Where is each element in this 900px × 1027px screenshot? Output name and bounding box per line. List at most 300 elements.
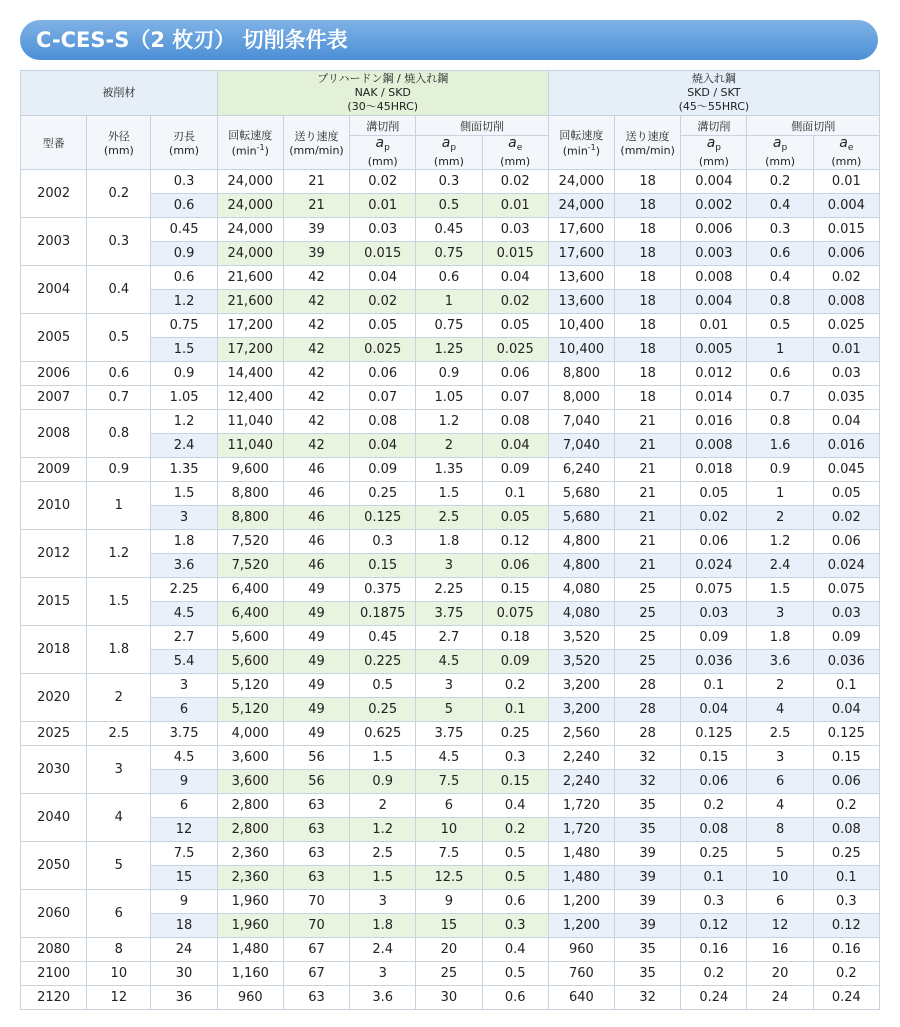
value-cell: 49 [283, 698, 349, 722]
value-cell: 49 [283, 722, 349, 746]
value-cell: 0.03 [482, 218, 548, 242]
speed-unit-sup-2: -1 [587, 143, 596, 153]
value-cell: 1.5 [747, 578, 813, 602]
value-cell: 0.08 [681, 818, 747, 842]
table-row [21, 842, 880, 866]
symbol-subscript: p [384, 143, 390, 154]
value-cell: 0.15 [482, 770, 548, 794]
value-cell: 1.8 [151, 530, 217, 554]
symbol-letter: a [375, 135, 385, 151]
value-cell: 0.25 [350, 698, 416, 722]
model-cell: 2080 [21, 938, 87, 962]
table-row [21, 362, 880, 386]
value-cell: 0.03 [813, 362, 879, 386]
value-cell: 0.004 [813, 194, 879, 218]
model-cell: 2012 [21, 530, 87, 578]
value-cell: 5 [747, 842, 813, 866]
value-cell: 0.4 [482, 938, 548, 962]
value-cell: 5,680 [548, 506, 614, 530]
symbol-ap [350, 137, 415, 155]
diameter-cell: 1.2 [87, 530, 151, 578]
value-cell: 0.6 [151, 194, 217, 218]
value-cell: 1.6 [747, 434, 813, 458]
value-cell: 32 [615, 746, 681, 770]
value-cell: 35 [615, 818, 681, 842]
value-cell: 2.7 [416, 626, 482, 650]
diameter-cell: 0.8 [87, 410, 151, 458]
diameter-cell: 0.7 [87, 386, 151, 410]
value-cell: 10,400 [548, 338, 614, 362]
value-cell: 6,400 [217, 578, 283, 602]
value-cell: 4,800 [548, 554, 614, 578]
value-cell: 4,800 [548, 530, 614, 554]
value-cell: 17,600 [548, 218, 614, 242]
value-cell: 5,600 [217, 650, 283, 674]
header-slot-2: 溝切削 [681, 116, 747, 136]
value-cell: 0.1 [482, 482, 548, 506]
value-cell: 6 [151, 698, 217, 722]
model-cell: 2040 [21, 794, 87, 842]
header-ap-4 [681, 136, 747, 170]
value-cell: 0.002 [681, 194, 747, 218]
diameter-cell: 1.5 [87, 578, 151, 626]
value-cell: 6 [747, 770, 813, 794]
value-cell: 4,000 [217, 722, 283, 746]
header-flute-label: 刃長 [173, 130, 196, 143]
speed-unit-sup: -1 [256, 143, 265, 153]
value-cell: 0.06 [813, 770, 879, 794]
model-cell: 2015 [21, 578, 87, 626]
symbol-ae [814, 137, 879, 155]
value-cell: 17,200 [217, 338, 283, 362]
value-cell: 0.06 [813, 530, 879, 554]
model-cell: 2009 [21, 458, 87, 482]
value-cell: 0.09 [482, 458, 548, 482]
value-cell: 0.125 [681, 722, 747, 746]
value-cell: 5,120 [217, 698, 283, 722]
value-cell: 4.5 [151, 602, 217, 626]
symbol-ae [483, 137, 548, 155]
value-cell: 2.4 [747, 554, 813, 578]
value-cell: 39 [283, 242, 349, 266]
value-cell: 0.5 [482, 842, 548, 866]
value-cell: 2.5 [416, 506, 482, 530]
mat2-line-1: 焼入れ鋼 [691, 72, 736, 85]
mat2-line-2: SKD / SKT [687, 86, 741, 99]
value-cell: 0.5 [482, 866, 548, 890]
value-cell: 0.7 [747, 386, 813, 410]
table-row [21, 794, 880, 818]
diameter-cell: 6 [87, 890, 151, 938]
value-cell: 30 [416, 986, 482, 1010]
value-cell: 2,360 [217, 842, 283, 866]
value-cell: 640 [548, 986, 614, 1010]
value-cell: 0.008 [681, 266, 747, 290]
value-cell: 0.003 [681, 242, 747, 266]
value-cell: 10 [416, 818, 482, 842]
value-cell: 5,600 [217, 626, 283, 650]
value-cell: 17,600 [548, 242, 614, 266]
value-cell: 0.07 [350, 386, 416, 410]
value-cell: 0.2 [482, 818, 548, 842]
model-cell: 2005 [21, 314, 87, 362]
diameter-cell: 8 [87, 938, 151, 962]
model-cell: 2120 [21, 986, 87, 1010]
header-speed-unit: $(\min^{-1})$ [231, 143, 269, 158]
value-cell: 0.6 [416, 266, 482, 290]
value-cell: 3 [350, 962, 416, 986]
value-cell: 0.04 [813, 410, 879, 434]
diameter-cell: 2 [87, 674, 151, 722]
value-cell: 1.5 [350, 866, 416, 890]
value-cell: 7,520 [217, 530, 283, 554]
value-cell: 3.75 [416, 602, 482, 626]
value-cell: 11,040 [217, 434, 283, 458]
value-cell: 3,600 [217, 746, 283, 770]
value-cell: 0.5 [747, 314, 813, 338]
value-cell: 6 [151, 794, 217, 818]
model-cell: 2002 [21, 170, 87, 218]
value-cell: 0.004 [681, 290, 747, 314]
value-cell: 42 [283, 386, 349, 410]
value-cell: 5 [416, 698, 482, 722]
model-cell: 2050 [21, 842, 87, 890]
value-cell: 18 [615, 242, 681, 266]
value-cell: 0.225 [350, 650, 416, 674]
value-cell: 0.6 [151, 266, 217, 290]
value-cell: 2 [416, 434, 482, 458]
value-cell: 12,400 [217, 386, 283, 410]
value-cell: 9 [151, 770, 217, 794]
diameter-cell: 12 [87, 986, 151, 1010]
value-cell: 0.25 [350, 482, 416, 506]
value-cell: 67 [283, 938, 349, 962]
diameter-cell: 4 [87, 794, 151, 842]
value-cell: 0.02 [813, 266, 879, 290]
value-cell: 0.45 [151, 218, 217, 242]
value-cell: 1,720 [548, 818, 614, 842]
value-cell: 63 [283, 842, 349, 866]
symbol-subscript: p [781, 143, 788, 154]
value-cell: 0.036 [813, 650, 879, 674]
value-cell: 0.016 [813, 434, 879, 458]
value-cell: 2,800 [217, 794, 283, 818]
symbol-letter: a [839, 135, 848, 151]
table-row [21, 722, 880, 746]
header-flute-unit: (mm) [169, 144, 200, 157]
value-cell: 46 [283, 554, 349, 578]
value-cell: 21 [615, 434, 681, 458]
table-row [21, 170, 880, 194]
symbol-unit: (mm) [831, 155, 862, 169]
value-cell: 21,600 [217, 266, 283, 290]
value-cell: 13,600 [548, 290, 614, 314]
symbol-subscript: p [715, 143, 722, 154]
table-row [21, 530, 880, 554]
value-cell: 0.6 [747, 362, 813, 386]
value-cell: 4.5 [151, 746, 217, 770]
value-cell: 0.05 [482, 506, 548, 530]
value-cell: 21 [615, 530, 681, 554]
table-row [21, 482, 880, 506]
mat1-line-2: NAK / SKD [354, 86, 411, 99]
header-material: 被削材 [21, 71, 218, 116]
value-cell: 0.625 [350, 722, 416, 746]
header-diameter [87, 116, 151, 170]
value-cell: 0.016 [681, 410, 747, 434]
value-cell: 3,200 [548, 674, 614, 698]
diameter-cell: 10 [87, 962, 151, 986]
value-cell: 0.036 [681, 650, 747, 674]
value-cell: 18 [615, 194, 681, 218]
value-cell: 2,240 [548, 770, 614, 794]
value-cell: 3 [747, 602, 813, 626]
value-cell: 0.15 [813, 746, 879, 770]
value-cell: 35 [615, 962, 681, 986]
value-cell: 0.12 [813, 914, 879, 938]
value-cell: 0.075 [681, 578, 747, 602]
value-cell: 21 [283, 194, 349, 218]
value-cell: 1.2 [416, 410, 482, 434]
value-cell: 1 [416, 290, 482, 314]
value-cell: 3 [151, 674, 217, 698]
header-speed-label-2: 回転速度 [559, 129, 604, 143]
value-cell: 2,360 [217, 866, 283, 890]
value-cell: 9 [151, 890, 217, 914]
value-cell: 0.06 [482, 362, 548, 386]
value-cell: 49 [283, 578, 349, 602]
value-cell: 9,600 [217, 458, 283, 482]
header-side-2: 側面切削 [747, 116, 880, 136]
value-cell: 0.24 [813, 986, 879, 1010]
value-cell: 1,200 [548, 914, 614, 938]
value-cell: 0.05 [350, 314, 416, 338]
model-cell: 2003 [21, 218, 87, 266]
value-cell: 0.9 [151, 362, 217, 386]
value-cell: 35 [615, 938, 681, 962]
value-cell: 0.1 [681, 866, 747, 890]
value-cell: 70 [283, 890, 349, 914]
value-cell: 1.2 [151, 410, 217, 434]
table-row [21, 458, 880, 482]
value-cell: 0.6 [747, 242, 813, 266]
value-cell: 4,080 [548, 578, 614, 602]
cutting-conditions-table [20, 70, 880, 1010]
value-cell: 0.06 [482, 554, 548, 578]
value-cell: 18 [615, 266, 681, 290]
value-cell: 2.25 [416, 578, 482, 602]
diameter-cell: 0.6 [87, 362, 151, 386]
value-cell: 0.008 [813, 290, 879, 314]
model-cell: 2007 [21, 386, 87, 410]
value-cell: 1.5 [151, 482, 217, 506]
symbol-ap [681, 137, 746, 155]
value-cell: 0.09 [813, 626, 879, 650]
mat1-line-1: プリハードン鋼 / 焼入れ鋼 [317, 72, 449, 85]
value-cell: 0.09 [482, 650, 548, 674]
header-speed-2 [548, 116, 614, 170]
value-cell: 18 [615, 362, 681, 386]
value-cell: 0.04 [482, 266, 548, 290]
value-cell: 0.01 [350, 194, 416, 218]
diameter-cell: 0.2 [87, 170, 151, 218]
value-cell: 0.025 [350, 338, 416, 362]
value-cell: 4.5 [416, 746, 482, 770]
value-cell: 8,800 [217, 482, 283, 506]
value-cell: 24,000 [217, 218, 283, 242]
model-cell: 2008 [21, 410, 87, 458]
header-feed-2 [615, 116, 681, 170]
value-cell: 18 [615, 290, 681, 314]
value-cell: 18 [615, 386, 681, 410]
header-side-1: 側面切削 [416, 116, 549, 136]
value-cell: 21 [615, 458, 681, 482]
mat1-line-3: (30～45HRC) [347, 100, 419, 113]
value-cell: 2,240 [548, 746, 614, 770]
header-model: 型番 [21, 116, 87, 170]
value-cell: 2,800 [217, 818, 283, 842]
value-cell: 24 [747, 986, 813, 1010]
value-cell: 46 [283, 458, 349, 482]
model-cell: 2025 [21, 722, 87, 746]
value-cell: 28 [615, 722, 681, 746]
value-cell: 0.08 [350, 410, 416, 434]
value-cell: 1.5 [151, 338, 217, 362]
symbol-unit: (mm) [698, 155, 729, 169]
diameter-cell: 0.5 [87, 314, 151, 362]
value-cell: 0.2 [813, 794, 879, 818]
value-cell: 0.75 [416, 242, 482, 266]
value-cell: 0.09 [350, 458, 416, 482]
value-cell: 0.04 [681, 698, 747, 722]
value-cell: 0.04 [482, 434, 548, 458]
model-cell: 2010 [21, 482, 87, 530]
value-cell: 0.3 [813, 890, 879, 914]
value-cell: 39 [615, 914, 681, 938]
value-cell: 3 [416, 674, 482, 698]
value-cell: 25 [615, 578, 681, 602]
value-cell: 18 [615, 338, 681, 362]
value-cell: 2.4 [350, 938, 416, 962]
value-cell: 18 [615, 218, 681, 242]
value-cell: 10 [747, 866, 813, 890]
value-cell: 2.7 [151, 626, 217, 650]
value-cell: 0.6 [482, 986, 548, 1010]
table-row [21, 218, 880, 242]
header-feed-label: 送り速度 [294, 130, 339, 143]
value-cell: 70 [283, 914, 349, 938]
value-cell: 0.004 [681, 170, 747, 194]
value-cell: 0.75 [151, 314, 217, 338]
value-cell: 0.45 [416, 218, 482, 242]
value-cell: 0.05 [681, 482, 747, 506]
value-cell: 15 [151, 866, 217, 890]
value-cell: 25 [615, 602, 681, 626]
value-cell: 63 [283, 794, 349, 818]
value-cell: 4,080 [548, 602, 614, 626]
value-cell: 0.3 [482, 914, 548, 938]
table-row [21, 266, 880, 290]
value-cell: 0.3 [416, 170, 482, 194]
header-diameter-label: 外径 [107, 130, 130, 143]
value-cell: 1.5 [350, 746, 416, 770]
value-cell: 1.2 [151, 290, 217, 314]
value-cell: 0.2 [681, 962, 747, 986]
value-cell: 1.8 [747, 626, 813, 650]
value-cell: 0.16 [813, 938, 879, 962]
value-cell: 0.5 [350, 674, 416, 698]
diameter-cell: 2.5 [87, 722, 151, 746]
value-cell: 35 [615, 794, 681, 818]
value-cell: 0.06 [681, 530, 747, 554]
value-cell: 0.18 [482, 626, 548, 650]
header-feed-1 [283, 116, 349, 170]
value-cell: 0.3 [482, 746, 548, 770]
value-cell: 63 [283, 866, 349, 890]
value-cell: 1.25 [416, 338, 482, 362]
symbol-unit: (mm) [765, 155, 796, 169]
symbol-letter: a [706, 135, 716, 151]
value-cell: 0.04 [350, 434, 416, 458]
model-cell: 2030 [21, 746, 87, 794]
symbol-unit: (mm) [433, 155, 464, 169]
symbol-ap [416, 137, 481, 155]
table-row [21, 890, 880, 914]
value-cell: 1,960 [217, 890, 283, 914]
value-cell: 6,240 [548, 458, 614, 482]
value-cell: 3,200 [548, 698, 614, 722]
value-cell: 1.35 [151, 458, 217, 482]
value-cell: 1.05 [151, 386, 217, 410]
value-cell: 0.125 [350, 506, 416, 530]
table-row [21, 386, 880, 410]
value-cell: 0.024 [681, 554, 747, 578]
value-cell: 3 [747, 746, 813, 770]
value-cell: 49 [283, 602, 349, 626]
header-flute [151, 116, 217, 170]
value-cell: 0.035 [813, 386, 879, 410]
table-row [21, 746, 880, 770]
value-cell: 2.25 [151, 578, 217, 602]
header-feed-label-2: 送り速度 [625, 130, 670, 143]
value-cell: 4 [747, 698, 813, 722]
value-cell: 0.024 [813, 554, 879, 578]
header-speed-1 [217, 116, 283, 170]
value-cell: 0.25 [482, 722, 548, 746]
value-cell: 5.4 [151, 650, 217, 674]
value-cell: 0.375 [350, 578, 416, 602]
header-feed-unit-2: (mm/min) [620, 144, 675, 157]
model-cell: 2100 [21, 962, 87, 986]
header-ap-5 [747, 136, 813, 170]
symbol-ap [747, 137, 812, 155]
value-cell: 0.4 [747, 194, 813, 218]
value-cell: 0.045 [813, 458, 879, 482]
value-cell: 3.75 [416, 722, 482, 746]
value-cell: 3 [151, 506, 217, 530]
symbol-subscript: p [450, 143, 457, 154]
value-cell: 21 [615, 410, 681, 434]
value-cell: 39 [615, 842, 681, 866]
value-cell: 3.6 [350, 986, 416, 1010]
table-row [21, 314, 880, 338]
diameter-cell: 0.3 [87, 218, 151, 266]
value-cell: 0.75 [416, 314, 482, 338]
value-cell: 0.015 [350, 242, 416, 266]
value-cell: 28 [615, 698, 681, 722]
header-speed-unit-2: $(\min^{-1})$ [562, 143, 601, 158]
value-cell: 3,520 [548, 626, 614, 650]
